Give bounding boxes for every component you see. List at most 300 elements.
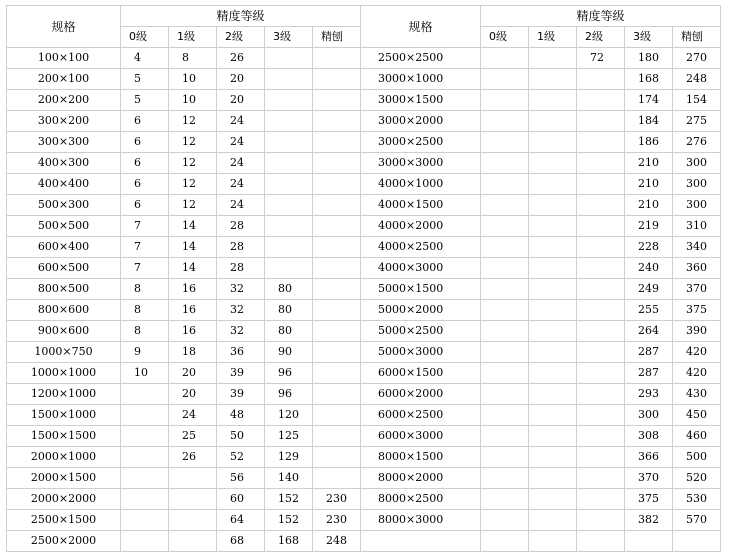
left-planed-cell: 230 (313, 489, 361, 510)
right-grade0-cell (481, 153, 529, 174)
right-grade3-cell: 228 (625, 237, 673, 258)
grade-header: 3级 (265, 27, 313, 48)
right-grade2-cell (577, 489, 625, 510)
left-size-cell: 1000×1000 (7, 363, 121, 384)
table-row (7, 237, 721, 258)
table-row (7, 111, 721, 132)
right-planed-cell: 530 (673, 489, 721, 510)
right-grade2-cell (577, 132, 625, 153)
left-size-cell: 200×200 (7, 90, 121, 111)
right-size-cell: 4000×1000 (361, 174, 481, 195)
left-planed-cell (313, 216, 361, 237)
right-grade2-cell (577, 300, 625, 321)
right-planed-cell: 460 (673, 426, 721, 447)
left-grade3-cell (265, 90, 313, 111)
right-planed-cell: 310 (673, 216, 721, 237)
left-grade3-cell (265, 111, 313, 132)
right-grade0-cell (481, 300, 529, 321)
right-grade1-cell (529, 48, 577, 69)
right-grade0-cell (481, 384, 529, 405)
precision-header: 精度等级 (481, 6, 721, 27)
right-planed-cell: 500 (673, 447, 721, 468)
right-grade0-cell (481, 195, 529, 216)
left-grade1-cell: 10 (169, 69, 217, 90)
left-grade2-cell: 39 (217, 363, 265, 384)
left-grade2-cell: 50 (217, 426, 265, 447)
right-planed-cell: 420 (673, 363, 721, 384)
right-grade3-cell: 293 (625, 384, 673, 405)
right-grade1-cell (529, 195, 577, 216)
grade-header: 2级 (577, 27, 625, 48)
left-size-cell: 2000×1500 (7, 468, 121, 489)
precision-header: 精度等级 (121, 6, 361, 27)
left-size-cell: 300×300 (7, 132, 121, 153)
left-grade0-cell (121, 531, 169, 552)
left-planed-cell (313, 384, 361, 405)
right-grade1-cell (529, 405, 577, 426)
precision-spec-table (6, 5, 721, 552)
table-row (7, 363, 721, 384)
left-grade3-cell (265, 48, 313, 69)
grade-header: 0级 (481, 27, 529, 48)
right-grade3-cell: 370 (625, 468, 673, 489)
right-planed-cell: 340 (673, 237, 721, 258)
left-grade0-cell: 5 (121, 90, 169, 111)
left-grade0-cell (121, 468, 169, 489)
left-grade1-cell: 16 (169, 279, 217, 300)
left-size-cell: 800×600 (7, 300, 121, 321)
left-planed-cell (313, 321, 361, 342)
left-size-cell: 400×300 (7, 153, 121, 174)
right-grade2-cell (577, 195, 625, 216)
right-size-cell (361, 531, 481, 552)
right-grade2-cell (577, 468, 625, 489)
table-row (7, 279, 721, 300)
right-grade0-cell (481, 405, 529, 426)
left-grade3-cell: 96 (265, 384, 313, 405)
left-grade2-cell: 39 (217, 384, 265, 405)
right-grade1-cell (529, 468, 577, 489)
left-size-cell: 1000×750 (7, 342, 121, 363)
left-grade3-cell: 80 (265, 300, 313, 321)
right-grade2-cell (577, 174, 625, 195)
right-grade0-cell (481, 447, 529, 468)
right-grade2-cell (577, 342, 625, 363)
left-grade0-cell: 5 (121, 69, 169, 90)
left-grade2-cell: 28 (217, 216, 265, 237)
left-size-cell: 200×100 (7, 69, 121, 90)
left-grade2-cell: 28 (217, 258, 265, 279)
left-grade3-cell: 168 (265, 531, 313, 552)
right-grade2-cell: 72 (577, 48, 625, 69)
left-grade1-cell: 16 (169, 321, 217, 342)
left-grade3-cell: 152 (265, 489, 313, 510)
right-grade1-cell (529, 153, 577, 174)
right-grade3-cell: 308 (625, 426, 673, 447)
right-grade1-cell (529, 300, 577, 321)
right-grade0-cell (481, 237, 529, 258)
table-row (7, 405, 721, 426)
left-planed-cell (313, 111, 361, 132)
left-planed-cell (313, 300, 361, 321)
right-grade2-cell (577, 531, 625, 552)
right-grade0-cell (481, 69, 529, 90)
right-grade2-cell (577, 279, 625, 300)
left-grade2-cell: 36 (217, 342, 265, 363)
left-planed-cell (313, 363, 361, 384)
grade-header: 精刨 (313, 27, 361, 48)
right-grade1-cell (529, 174, 577, 195)
right-planed-cell: 276 (673, 132, 721, 153)
left-grade3-cell (265, 237, 313, 258)
left-size-cell: 2500×2000 (7, 531, 121, 552)
left-planed-cell (313, 195, 361, 216)
right-planed-cell: 390 (673, 321, 721, 342)
table-row (7, 426, 721, 447)
right-size-cell: 8000×2500 (361, 489, 481, 510)
right-grade3-cell: 210 (625, 174, 673, 195)
right-grade0-cell (481, 510, 529, 531)
table-row (7, 342, 721, 363)
left-size-cell: 1200×1000 (7, 384, 121, 405)
grade-header: 1级 (169, 27, 217, 48)
left-planed-cell (313, 279, 361, 300)
left-grade1-cell: 14 (169, 258, 217, 279)
left-grade2-cell: 32 (217, 300, 265, 321)
right-planed-cell: 570 (673, 510, 721, 531)
table-row (7, 69, 721, 90)
right-size-cell: 5000×1500 (361, 279, 481, 300)
left-grade1-cell (169, 468, 217, 489)
right-size-cell: 8000×2000 (361, 468, 481, 489)
table-row (7, 195, 721, 216)
left-grade3-cell: 125 (265, 426, 313, 447)
left-grade3-cell (265, 132, 313, 153)
left-grade3-cell (265, 258, 313, 279)
left-size-cell: 100×100 (7, 48, 121, 69)
right-size-cell: 5000×2000 (361, 300, 481, 321)
right-planed-cell: 154 (673, 90, 721, 111)
table-row (7, 90, 721, 111)
right-grade0-cell (481, 258, 529, 279)
right-grade2-cell (577, 321, 625, 342)
left-grade1-cell: 20 (169, 384, 217, 405)
right-grade3-cell: 382 (625, 510, 673, 531)
left-size-cell: 800×500 (7, 279, 121, 300)
right-grade2-cell (577, 69, 625, 90)
right-planed-cell: 300 (673, 195, 721, 216)
right-grade2-cell (577, 447, 625, 468)
left-grade0-cell (121, 489, 169, 510)
right-grade3-cell: 210 (625, 195, 673, 216)
right-planed-cell: 360 (673, 258, 721, 279)
left-grade3-cell: 80 (265, 279, 313, 300)
left-grade0-cell: 8 (121, 321, 169, 342)
right-grade3-cell: 287 (625, 363, 673, 384)
left-grade1-cell: 26 (169, 447, 217, 468)
right-grade2-cell (577, 237, 625, 258)
left-grade3-cell: 129 (265, 447, 313, 468)
table-row (7, 447, 721, 468)
right-size-cell: 5000×3000 (361, 342, 481, 363)
left-size-cell: 2500×1500 (7, 510, 121, 531)
right-grade1-cell (529, 90, 577, 111)
left-grade2-cell: 24 (217, 132, 265, 153)
left-planed-cell (313, 132, 361, 153)
table-row (7, 153, 721, 174)
right-size-cell: 4000×2000 (361, 216, 481, 237)
grade-header: 2级 (217, 27, 265, 48)
right-grade3-cell: 186 (625, 132, 673, 153)
left-grade0-cell: 9 (121, 342, 169, 363)
left-planed-cell (313, 447, 361, 468)
grade-header: 0级 (121, 27, 169, 48)
right-grade1-cell (529, 384, 577, 405)
right-size-cell: 3000×3000 (361, 153, 481, 174)
right-grade1-cell (529, 216, 577, 237)
left-grade0-cell: 6 (121, 132, 169, 153)
left-grade1-cell: 24 (169, 405, 217, 426)
right-planed-cell: 420 (673, 342, 721, 363)
left-grade3-cell: 152 (265, 510, 313, 531)
left-grade2-cell: 56 (217, 468, 265, 489)
left-grade3-cell: 120 (265, 405, 313, 426)
right-grade0-cell (481, 342, 529, 363)
left-planed-cell (313, 237, 361, 258)
left-grade2-cell: 28 (217, 237, 265, 258)
left-planed-cell (313, 174, 361, 195)
right-grade0-cell (481, 216, 529, 237)
right-planed-cell: 370 (673, 279, 721, 300)
left-grade0-cell: 7 (121, 237, 169, 258)
left-grade2-cell: 32 (217, 279, 265, 300)
left-grade2-cell: 52 (217, 447, 265, 468)
left-grade1-cell: 12 (169, 174, 217, 195)
left-grade1-cell: 16 (169, 300, 217, 321)
left-grade1-cell: 10 (169, 90, 217, 111)
left-size-cell: 500×300 (7, 195, 121, 216)
right-size-cell: 4000×1500 (361, 195, 481, 216)
right-planed-cell: 450 (673, 405, 721, 426)
right-grade1-cell (529, 237, 577, 258)
left-size-cell: 2000×1000 (7, 447, 121, 468)
left-grade1-cell: 12 (169, 111, 217, 132)
left-grade3-cell: 96 (265, 363, 313, 384)
left-size-cell: 600×400 (7, 237, 121, 258)
left-grade3-cell (265, 153, 313, 174)
right-grade3-cell: 287 (625, 342, 673, 363)
left-size-cell: 1500×1000 (7, 405, 121, 426)
table-row (7, 384, 721, 405)
left-grade2-cell: 24 (217, 174, 265, 195)
right-grade0-cell (481, 174, 529, 195)
left-planed-cell (313, 258, 361, 279)
right-planed-cell: 430 (673, 384, 721, 405)
right-grade1-cell (529, 531, 577, 552)
right-planed-cell: 270 (673, 48, 721, 69)
right-size-cell: 3000×1000 (361, 69, 481, 90)
left-grade2-cell: 48 (217, 405, 265, 426)
right-grade0-cell (481, 426, 529, 447)
right-size-cell: 6000×1500 (361, 363, 481, 384)
left-grade3-cell (265, 174, 313, 195)
left-grade1-cell: 12 (169, 195, 217, 216)
left-planed-cell (313, 405, 361, 426)
left-size-cell: 900×600 (7, 321, 121, 342)
right-size-cell: 3000×1500 (361, 90, 481, 111)
right-grade3-cell: 249 (625, 279, 673, 300)
left-grade1-cell: 14 (169, 237, 217, 258)
left-grade0-cell (121, 405, 169, 426)
table-row (7, 48, 721, 69)
right-grade3-cell: 300 (625, 405, 673, 426)
right-grade1-cell (529, 363, 577, 384)
table-row (7, 300, 721, 321)
left-size-cell: 500×500 (7, 216, 121, 237)
right-size-cell: 5000×2500 (361, 321, 481, 342)
grade-header: 精刨 (673, 27, 721, 48)
right-grade0-cell (481, 321, 529, 342)
left-grade1-cell: 12 (169, 153, 217, 174)
right-grade2-cell (577, 258, 625, 279)
left-grade0-cell: 6 (121, 153, 169, 174)
left-grade0-cell: 8 (121, 300, 169, 321)
right-grade2-cell (577, 363, 625, 384)
right-grade0-cell (481, 111, 529, 132)
right-grade1-cell (529, 321, 577, 342)
right-grade3-cell (625, 531, 673, 552)
left-grade2-cell: 60 (217, 489, 265, 510)
left-planed-cell (313, 69, 361, 90)
right-grade2-cell (577, 90, 625, 111)
right-planed-cell: 275 (673, 111, 721, 132)
left-planed-cell (313, 153, 361, 174)
left-grade1-cell (169, 510, 217, 531)
right-planed-cell: 520 (673, 468, 721, 489)
right-grade0-cell (481, 363, 529, 384)
right-size-cell: 3000×2000 (361, 111, 481, 132)
right-grade1-cell (529, 510, 577, 531)
table-row (7, 321, 721, 342)
right-grade3-cell: 174 (625, 90, 673, 111)
right-planed-cell: 248 (673, 69, 721, 90)
left-planed-cell (313, 342, 361, 363)
right-grade3-cell: 366 (625, 447, 673, 468)
table-body (7, 48, 721, 552)
right-planed-cell: 300 (673, 174, 721, 195)
right-grade3-cell: 255 (625, 300, 673, 321)
right-grade2-cell (577, 426, 625, 447)
left-grade3-cell (265, 69, 313, 90)
left-grade1-cell: 8 (169, 48, 217, 69)
right-size-cell: 8000×3000 (361, 510, 481, 531)
right-grade3-cell: 264 (625, 321, 673, 342)
right-grade2-cell (577, 153, 625, 174)
left-size-cell: 400×400 (7, 174, 121, 195)
right-size-cell: 6000×2000 (361, 384, 481, 405)
table-row (7, 489, 721, 510)
left-grade0-cell: 6 (121, 111, 169, 132)
left-grade1-cell: 25 (169, 426, 217, 447)
left-size-cell: 1500×1500 (7, 426, 121, 447)
right-grade3-cell: 375 (625, 489, 673, 510)
left-grade2-cell: 24 (217, 195, 265, 216)
right-size-cell: 6000×3000 (361, 426, 481, 447)
table-row (7, 174, 721, 195)
gauge-header: 规格 (361, 6, 481, 48)
right-grade1-cell (529, 447, 577, 468)
right-grade3-cell: 168 (625, 69, 673, 90)
left-planed-cell (313, 426, 361, 447)
left-grade2-cell: 20 (217, 90, 265, 111)
right-planed-cell: 300 (673, 153, 721, 174)
right-grade3-cell: 180 (625, 48, 673, 69)
right-grade0-cell (481, 531, 529, 552)
left-grade0-cell (121, 426, 169, 447)
right-grade1-cell (529, 342, 577, 363)
right-grade0-cell (481, 90, 529, 111)
left-grade3-cell (265, 195, 313, 216)
right-size-cell: 6000×2500 (361, 405, 481, 426)
left-grade0-cell (121, 510, 169, 531)
left-planed-cell: 230 (313, 510, 361, 531)
right-grade2-cell (577, 216, 625, 237)
left-size-cell: 600×500 (7, 258, 121, 279)
right-size-cell: 3000×2500 (361, 132, 481, 153)
right-size-cell: 8000×1500 (361, 447, 481, 468)
left-size-cell: 2000×2000 (7, 489, 121, 510)
right-grade2-cell (577, 384, 625, 405)
left-grade0-cell: 6 (121, 174, 169, 195)
right-grade1-cell (529, 279, 577, 300)
left-grade0-cell: 7 (121, 258, 169, 279)
left-grade2-cell: 68 (217, 531, 265, 552)
right-size-cell: 4000×2500 (361, 237, 481, 258)
right-grade2-cell (577, 111, 625, 132)
table-row (7, 510, 721, 531)
left-grade3-cell: 140 (265, 468, 313, 489)
header-row-top (7, 6, 721, 27)
right-grade0-cell (481, 468, 529, 489)
left-grade3-cell: 90 (265, 342, 313, 363)
right-grade3-cell: 219 (625, 216, 673, 237)
right-grade1-cell (529, 69, 577, 90)
right-grade1-cell (529, 258, 577, 279)
left-grade0-cell: 4 (121, 48, 169, 69)
left-grade2-cell: 20 (217, 69, 265, 90)
left-grade2-cell: 32 (217, 321, 265, 342)
right-grade3-cell: 210 (625, 153, 673, 174)
left-grade1-cell (169, 489, 217, 510)
left-grade1-cell: 20 (169, 363, 217, 384)
right-planed-cell (673, 531, 721, 552)
right-grade0-cell (481, 279, 529, 300)
right-grade1-cell (529, 489, 577, 510)
left-grade0-cell: 10 (121, 363, 169, 384)
right-grade1-cell (529, 111, 577, 132)
right-grade3-cell: 184 (625, 111, 673, 132)
right-grade2-cell (577, 405, 625, 426)
left-grade1-cell: 12 (169, 132, 217, 153)
left-grade2-cell: 24 (217, 111, 265, 132)
left-planed-cell (313, 90, 361, 111)
left-planed-cell (313, 48, 361, 69)
left-planed-cell: 248 (313, 531, 361, 552)
right-grade0-cell (481, 48, 529, 69)
table-row (7, 132, 721, 153)
left-grade3-cell (265, 216, 313, 237)
left-grade0-cell: 7 (121, 216, 169, 237)
